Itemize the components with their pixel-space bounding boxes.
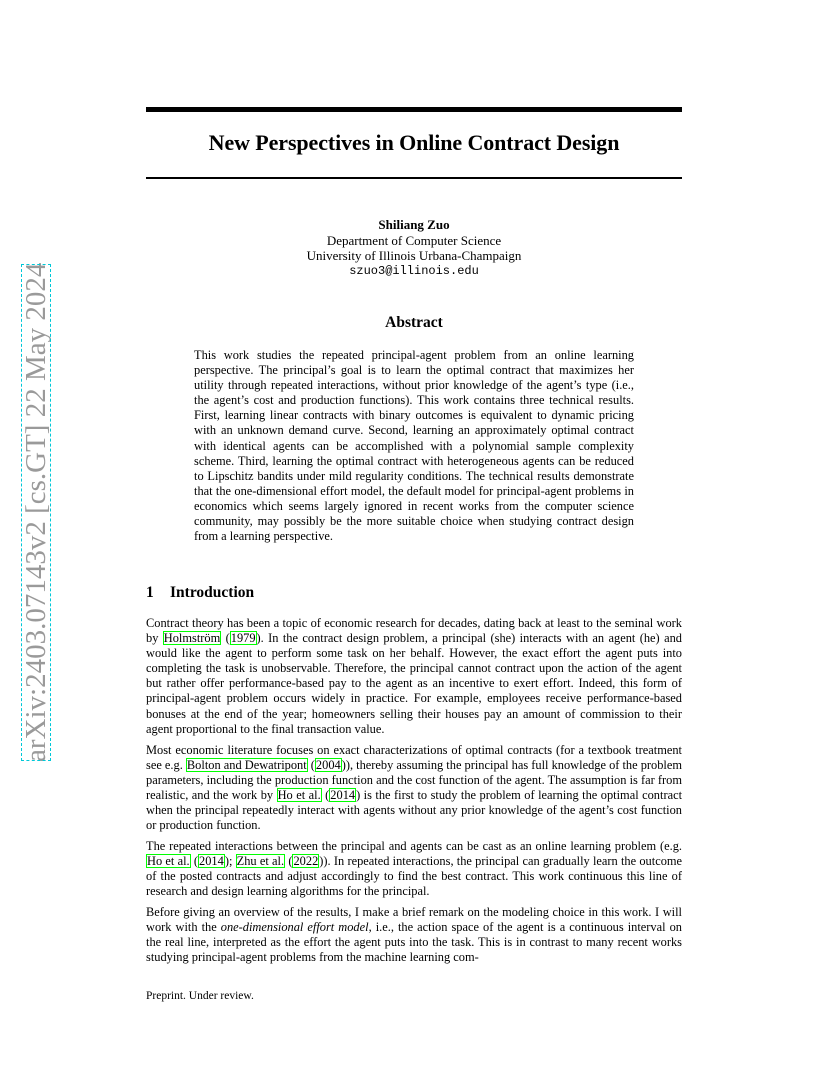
section-title: Introduction [170, 584, 255, 601]
author-block [146, 217, 682, 279]
body-text [146, 616, 682, 971]
citation-year-link[interactable]: 2014 [199, 854, 224, 868]
author-university: University of Illinois Urbana-Champaign [306, 248, 522, 263]
section-heading [146, 584, 254, 602]
paragraph-3: The repeated interactions between the principal and agents can be cast as an online learning problem (e.g. Ho et al. (2014); Zhu et al. (2022)). In repeated interactions, the principal can gradually learn the outcome of the posted contracts and adjust accordingly to find the best contract. This work continuous this line of research and design learning algorithms for the principal. [146, 838, 683, 899]
citation-year-link[interactable]: 2004 [315, 757, 341, 772]
citation-year-link[interactable]: 1979 [230, 631, 256, 646]
citation-year-link[interactable]: 2014 [330, 787, 356, 802]
citation-link[interactable]: Ho et al. [277, 787, 321, 802]
title-rule-top [146, 107, 682, 112]
emphasis: one-dimensional effort model [220, 920, 369, 935]
title-rule-bottom [146, 177, 682, 179]
author-name: Shiliang Zuo [378, 217, 450, 232]
citation-link[interactable]: Holmström [163, 631, 221, 646]
footer-note: Preprint. Under review. [146, 990, 254, 1002]
paragraph-2: Most economic literature focuses on exact characterizations of optimal contracts (for a textbook treatment see e.g. Bolton and Dewatripont (2004)), thereby assuming the principal has full knowledge of the problem parameters, including the production function and the cost function of the agent. The assumption is far from realistic, and the work by Ho et al. (2014) is the first to study the problem of learning the optimal contract when the principal repeatedly interact with agents without any prior knowledge of the agent’s cost function or production function. [146, 742, 683, 833]
citation-link[interactable]: Zhu et al. [236, 854, 285, 868]
abstract-heading: Abstract [385, 314, 443, 331]
abstract-text: This work studies the repeated principal-agent problem from an online learning perspective. The principal’s goal is to learn the optimal contract that maximizes her utility through repeated interactions, without prior knowledge of the agent’s type (i.e., the agent’s cost and production functions). This work contains three technical results. First, learning linear contracts with binary outcomes is equivalent to dynamic pricing with an unknown demand curve. Second, learning an approximately optimal contract with identical agents can be accomplished with a polynomial sample complexity scheme. Third, learning the optimal contract with heterogeneous agents can be reduced to Lipschitz bandits under mild regularity conditions. The technical results demonstrate that the one-dimensional effort model, the default model for principal-agent problems in economics which seems largely ignored in recent works from the computer science community, may possibly be the more suitable choice when studying contract design from a learning perspective. [194, 348, 634, 544]
section-number: 1 [146, 584, 154, 601]
paper-title: New Perspectives in Online Contract Design [208, 130, 620, 155]
citation-link[interactable]: Ho et al. [147, 854, 190, 868]
arxiv-stamp-text[interactable] [14, 250, 58, 762]
citation-year-link[interactable]: 2022 [293, 854, 319, 868]
citation-link[interactable]: Bolton and Dewatripont [186, 757, 307, 772]
paragraph-4: Before giving an overview of the results, I make a brief remark on the modeling choice in this work. I will work with the one-dimensional effort model, i.e., the action space of the agent is a continuous interval on the real line, interpreted as the effort the agent puts into the task. This is in contrast to many recent works studying principal-agent problems from the machine learning com- [146, 905, 682, 965]
arxiv-stamp [14, 250, 58, 762]
arxiv-stamp-link[interactable]: arXiv:2403.07143v2 [cs.GT] 22 May 2024 [20, 262, 52, 762]
author-email[interactable]: szuo3@illinois.edu [349, 263, 479, 278]
paragraph-1: Contract theory has been a topic of economic research for decades, dating back at least to the seminal work by Holmström (1979). In the contract design problem, a principal (she) interacts with an agent (he) and would like the agent to perform some task on her behalf. However, the exact effort the agent puts into completing the task is unobservable. Therefore, the principal cannot contract upon the action of the agent but rather offer performance-based pay to the agent as an incentive to exert effort. Indeed, this form of principal-agent problem occurs widely in practice. For example, employees receive performance-based bonuses at the end of the year; homeowners selling their houses pay an amount of commission to their agent proportional to the final transaction value. [146, 616, 682, 736]
author-department: Department of Computer Science [326, 232, 502, 248]
